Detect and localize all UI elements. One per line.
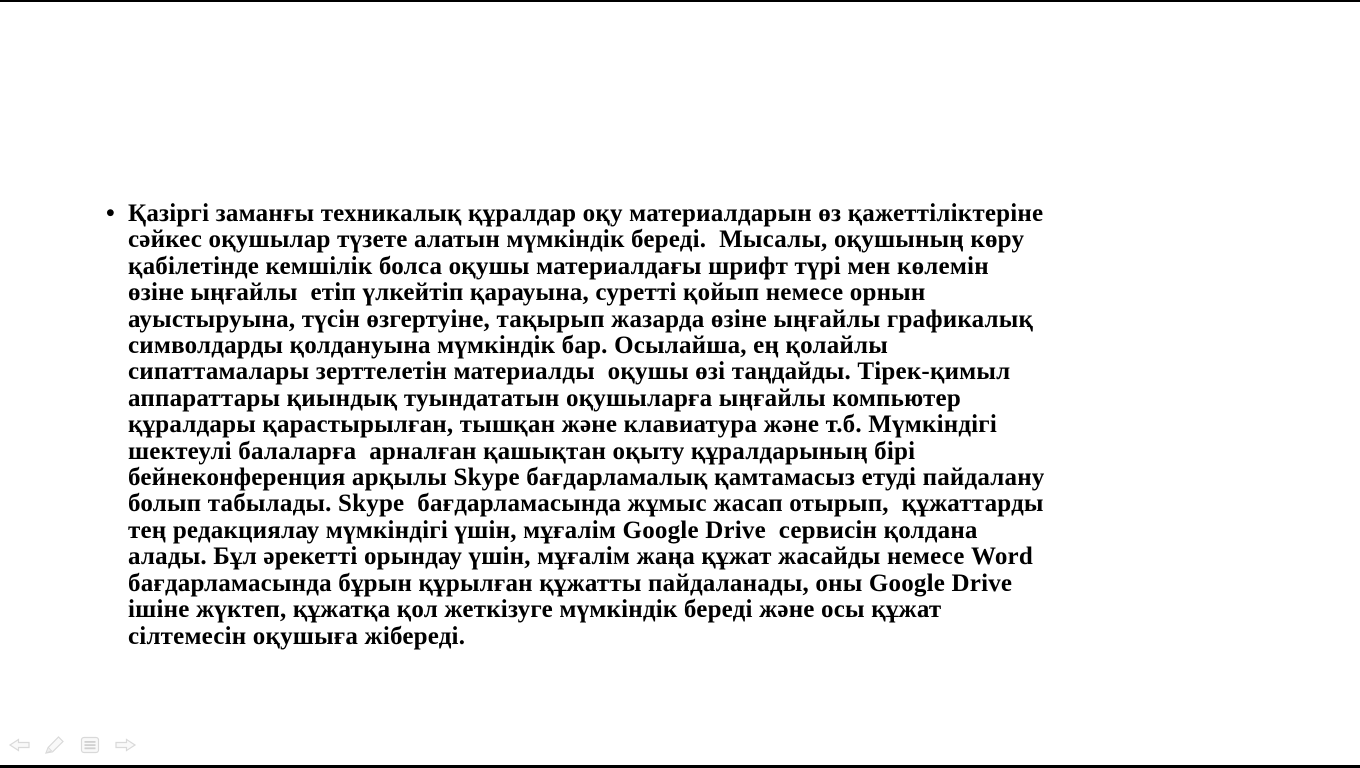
text-line: болып табылады. Skype бағдарламасында жұмыс жасап отырып, құжаттарды [128, 490, 1044, 518]
text-line: ауыстыруына, түсін өзгертуіне, тақырып жазарда өзіне ыңғайлы графикалық [128, 305, 1034, 333]
pen-button[interactable] [43, 734, 67, 756]
text-line: сілтемесін оқушыға жібереді. [128, 622, 466, 650]
text-line: Қазіргі заманғы техникалық құралдар оқу материалдарын өз қажеттіліктеріне [128, 200, 1044, 227]
text-line: алады. Бұл әрекетті орындау үшін, мұғалім жаңа құжат жасайды немесе Word [128, 543, 1033, 571]
bullet-marker: • [106, 200, 115, 227]
pen-icon [44, 735, 66, 755]
text-line: бейнеконференция арқылы Skype бағдарламалық қамтамасыз етуді пайдалану [128, 464, 1045, 492]
text-line: құралдары қарастырылған, тышқан және клавиатура және т.б. Мүмкіндігі [128, 411, 998, 439]
text-line: ішіне жүктеп, құжатқа қол жеткізуге мүмкіндік береді және осы құжат [128, 596, 942, 624]
text-line: символдарды қолдануына мүмкіндік бар. Осылайша, ең қолайлы [128, 332, 888, 360]
slide-menu-button[interactable] [78, 734, 102, 756]
text-line: бағдарламасында бұрын құрылған құжатты пайдаланады, оны Google Drive [128, 569, 1013, 597]
text-line: қабілетінде кемшілік болса оқушы материалдағы шрифт түрі мен көлемін [128, 252, 989, 280]
text-line: тең редакциялау мүмкіндігі үшін, мұғалім Google Drive сервисін қолдана [128, 516, 978, 544]
text-line: шектеулі балаларға арналған қашықтан оқыту құралдарының бірі [128, 437, 916, 465]
paragraph-lines [106, 201, 1286, 650]
text-line: сәйкес оқушылар түзете алатын мүмкіндік береді. Мысалы, оқушының көру [128, 226, 1025, 254]
next-slide-button[interactable] [113, 734, 137, 756]
text-line: аппараттары қиындық туындататын оқушыларға ыңғайлы компьютер [128, 384, 961, 412]
slideshow-controls [8, 734, 137, 756]
top-edge-bar [0, 0, 1360, 2]
next-arrow-icon [113, 735, 137, 755]
previous-slide-button[interactable] [8, 734, 32, 756]
text-line: сипаттамалары зерттелетін материалды оқушы өзі таңдайды. Тірек-қимыл [128, 358, 1011, 386]
bullet-paragraph [106, 201, 1286, 650]
text-line: өзіне ыңғайлы етіп үлкейтіп қарауына, суретті қойып немесе орнын [128, 279, 926, 307]
previous-arrow-icon [8, 735, 32, 755]
slide-menu-icon [79, 735, 101, 755]
